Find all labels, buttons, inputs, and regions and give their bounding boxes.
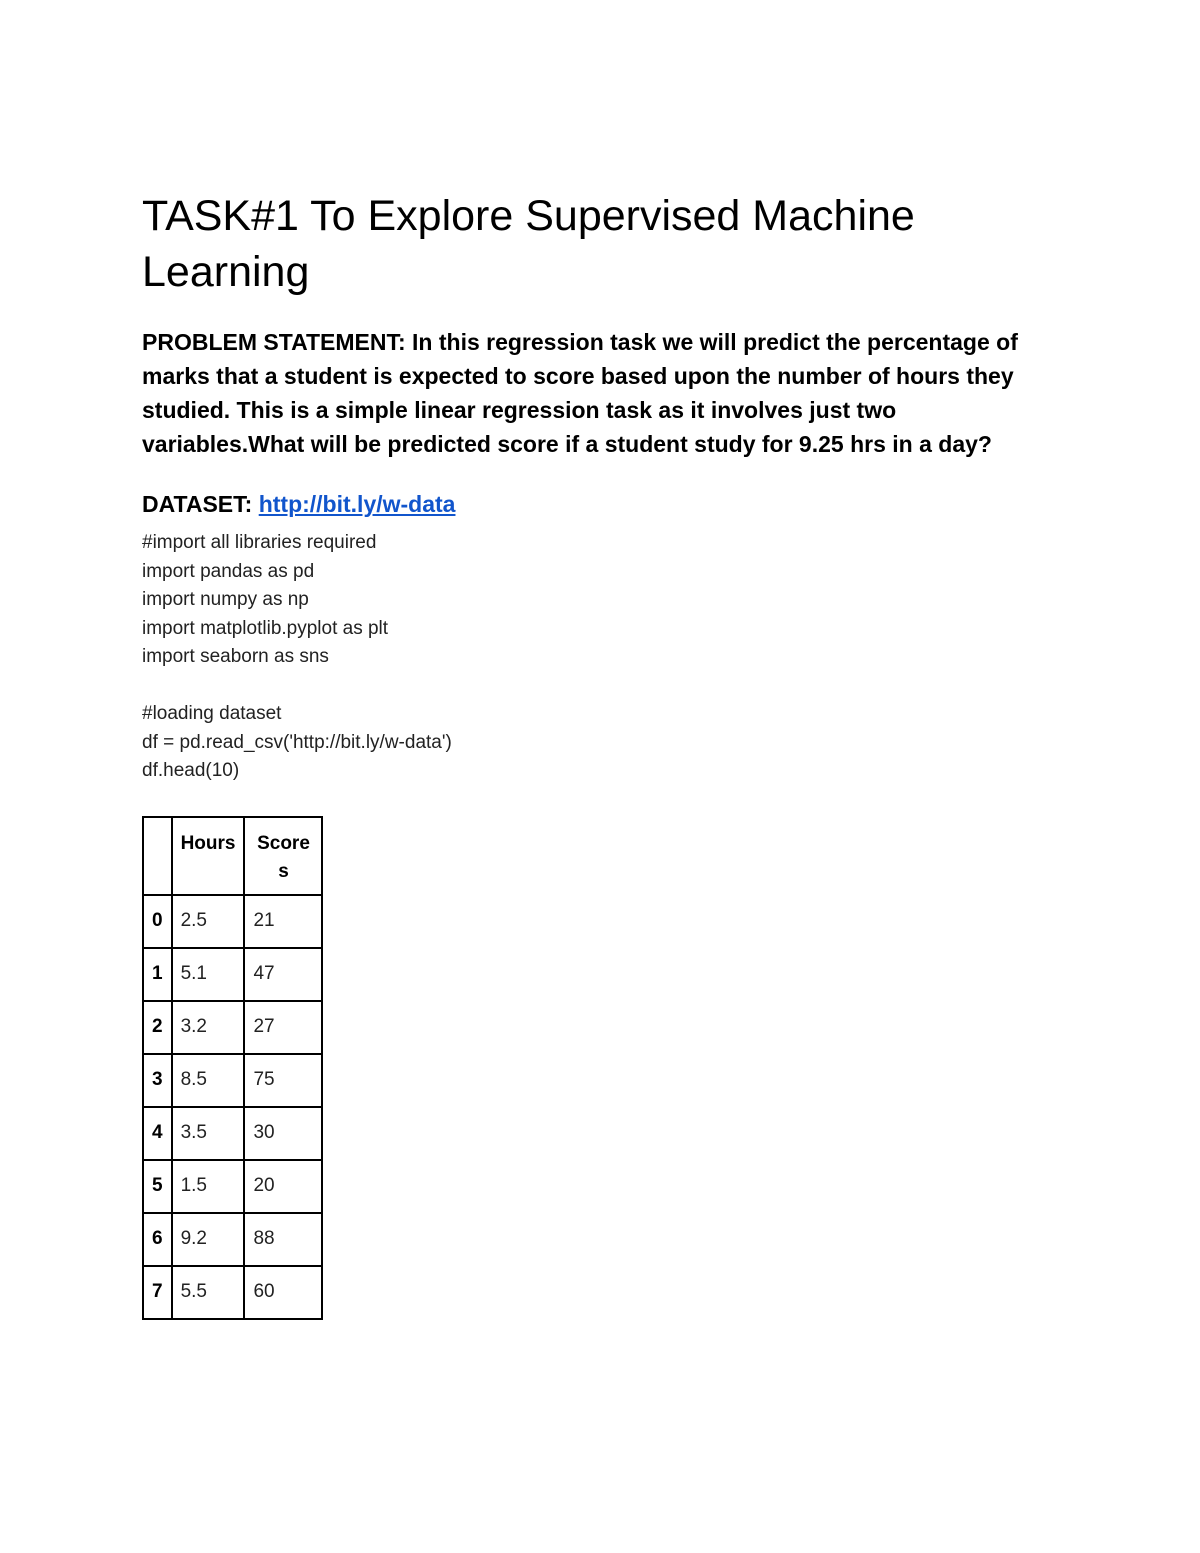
code-line: df.head(10)	[142, 760, 240, 781]
document-title: TASK#1 To Explore Supervised Machine Learning	[142, 192, 915, 296]
cell-hours: 9.2	[172, 1213, 245, 1266]
dataframe-table	[142, 816, 323, 1320]
code-line: import matplotlib.pyplot as plt	[142, 617, 389, 639]
cell-hours: 3.5	[172, 1107, 245, 1160]
cell-scores: 60	[244, 1266, 322, 1319]
table-row	[143, 1266, 322, 1319]
table-row	[143, 948, 322, 1001]
cell-scores: 27	[244, 1001, 322, 1054]
code-line: #loading dataset	[142, 703, 282, 724]
table-row	[143, 1160, 322, 1213]
code-block	[142, 529, 1052, 786]
cell-scores: 47	[244, 948, 322, 1001]
cell-hours: 1.5	[172, 1160, 245, 1213]
row-index: 0	[143, 895, 172, 948]
cell-hours: 5.5	[172, 1266, 245, 1319]
dataset-link[interactable]: http://bit.ly/w-data	[258, 491, 456, 517]
code-line: import seaborn as sns	[142, 646, 329, 667]
code-line-blank	[142, 672, 1052, 701]
row-index: 1	[143, 948, 172, 1001]
cell-hours: 3.2	[172, 1001, 245, 1054]
cell-scores: 75	[244, 1054, 322, 1107]
code-line: #import all libraries required	[142, 532, 377, 553]
table-row	[143, 895, 322, 948]
header-scores-label: Scores	[257, 832, 310, 882]
cell-hours: 2.5	[172, 895, 245, 948]
dataset-label: DATASET:	[142, 491, 259, 517]
code-line: df = pd.read_csv('http://bit.ly/w-data')	[142, 731, 452, 753]
header-index	[143, 817, 172, 895]
header-hours: Hours	[172, 817, 245, 895]
cell-scores: 30	[244, 1107, 322, 1160]
table-header-row	[143, 817, 322, 895]
table-row	[143, 1054, 322, 1107]
row-index: 2	[143, 1001, 172, 1054]
row-index: 7	[143, 1266, 172, 1319]
dataset-line	[142, 487, 1052, 521]
cell-scores: 21	[244, 895, 322, 948]
row-index: 4	[143, 1107, 172, 1160]
cell-scores: 88	[244, 1213, 322, 1266]
cell-hours: 8.5	[172, 1054, 245, 1107]
document-page	[142, 188, 1052, 1320]
code-line: import pandas as pd	[142, 560, 315, 582]
row-index: 6	[143, 1213, 172, 1266]
cell-scores: 20	[244, 1160, 322, 1213]
code-line: import numpy as np	[142, 589, 309, 610]
table-row	[143, 1213, 322, 1266]
row-index: 5	[143, 1160, 172, 1213]
problem-statement: PROBLEM STATEMENT: In this regression task we will predict the percentage of marks that a student is expected to score based upon the number of hours they studied. This is a simple linear regression task as it involves just two variables.What will be predicted score if a student study for 9.25 hrs in a day?	[142, 329, 1018, 457]
row-index: 3	[143, 1054, 172, 1107]
cell-hours: 5.1	[172, 948, 245, 1001]
table-row	[143, 1107, 322, 1160]
header-scores	[244, 817, 322, 895]
table-row	[143, 1001, 322, 1054]
